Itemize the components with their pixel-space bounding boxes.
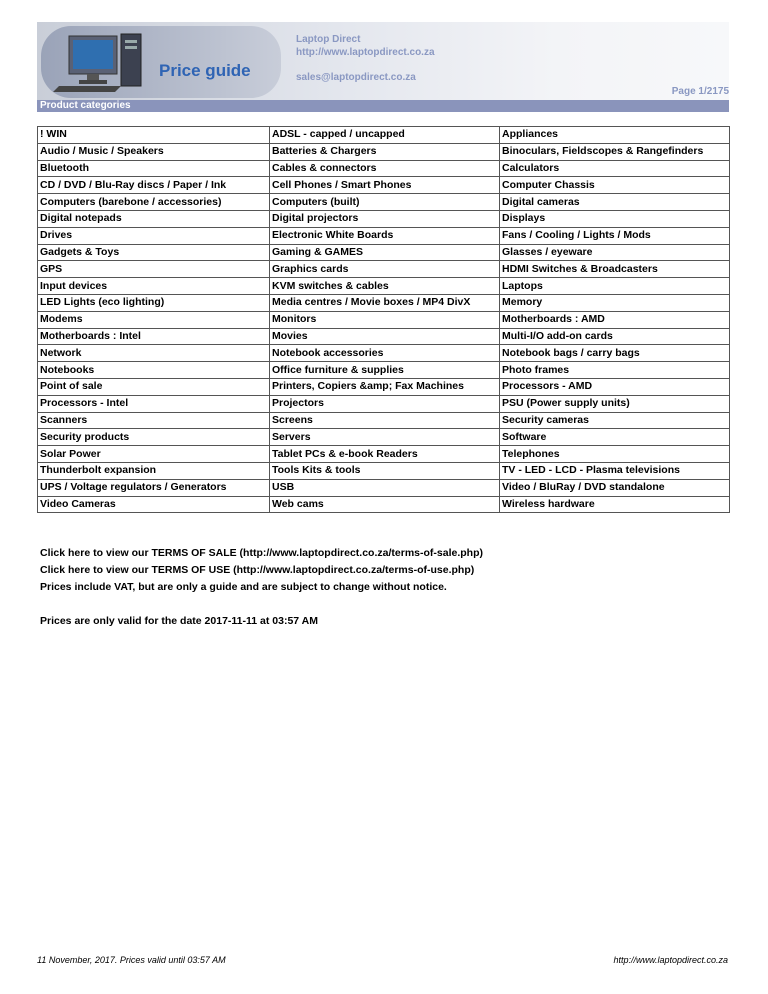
category-link[interactable]: Appliances: [500, 127, 730, 144]
table-row: [38, 378, 730, 395]
table-row: [38, 261, 730, 278]
category-link[interactable]: Notebook bags / carry bags: [500, 345, 730, 362]
category-link[interactable]: Movies: [270, 328, 500, 345]
table-row: [38, 311, 730, 328]
categories-title: Product categories: [37, 100, 729, 112]
category-link[interactable]: Input devices: [38, 278, 270, 295]
category-link[interactable]: Point of sale: [38, 378, 270, 395]
category-link[interactable]: Modems: [38, 311, 270, 328]
footer-url[interactable]: http://www.laptopdirect.co.za: [613, 955, 728, 965]
category-link[interactable]: Security cameras: [500, 412, 730, 429]
page-number: Page 1/2175: [671, 86, 729, 97]
category-link[interactable]: Media centres / Movie boxes / MP4 DivX: [270, 294, 500, 311]
category-link[interactable]: Office furniture & supplies: [270, 362, 500, 379]
category-link[interactable]: Digital notepads: [38, 210, 270, 227]
category-link[interactable]: UPS / Voltage regulators / Generators: [38, 479, 270, 496]
category-link[interactable]: Batteries & Chargers: [270, 143, 500, 160]
category-link[interactable]: Processors - Intel: [38, 395, 270, 412]
category-link[interactable]: Graphics cards: [270, 261, 500, 278]
category-link[interactable]: Monitors: [270, 311, 500, 328]
page-header: [37, 22, 729, 100]
category-link[interactable]: Scanners: [38, 412, 270, 429]
category-link[interactable]: HDMI Switches & Broadcasters: [500, 261, 730, 278]
price-guide-logo: [41, 26, 281, 98]
category-link[interactable]: Telephones: [500, 446, 730, 463]
table-row: [38, 345, 730, 362]
validity-note: Prices are only valid for the date 2017-11-11 at 03:57 AM: [40, 615, 318, 627]
category-link[interactable]: Solar Power: [38, 446, 270, 463]
category-link[interactable]: Memory: [500, 294, 730, 311]
table-row: [38, 462, 730, 479]
table-row: [38, 328, 730, 345]
notes: [40, 545, 483, 630]
category-link[interactable]: CD / DVD / Blu-Ray discs / Paper / Ink: [38, 177, 270, 194]
category-link[interactable]: Notebook accessories: [270, 345, 500, 362]
category-link[interactable]: Tools Kits & tools: [270, 462, 500, 479]
table-row: [38, 194, 730, 211]
category-link[interactable]: Displays: [500, 210, 730, 227]
category-link[interactable]: LED Lights (eco lighting): [38, 294, 270, 311]
category-link[interactable]: Calculators: [500, 160, 730, 177]
category-link[interactable]: Security products: [38, 429, 270, 446]
company-url[interactable]: http://www.laptopdirect.co.za: [296, 47, 435, 58]
table-row: [38, 127, 730, 144]
category-link[interactable]: Screens: [270, 412, 500, 429]
category-link[interactable]: Laptops: [500, 278, 730, 295]
category-link[interactable]: Computer Chassis: [500, 177, 730, 194]
category-link[interactable]: KVM switches & cables: [270, 278, 500, 295]
terms-of-use-link[interactable]: Click here to view our TERMS OF USE (http://www.laptopdirect.co.za/terms-of-use.php): [40, 564, 475, 576]
terms-of-sale-link[interactable]: Click here to view our TERMS OF SALE (http://www.laptopdirect.co.za/terms-of-sale.php): [40, 547, 483, 559]
category-link[interactable]: USB: [270, 479, 500, 496]
table-row: [38, 446, 730, 463]
categories-table: [37, 126, 730, 513]
category-link[interactable]: Notebooks: [38, 362, 270, 379]
category-link[interactable]: Multi-I/O add-on cards: [500, 328, 730, 345]
table-row: [38, 362, 730, 379]
company-name: Laptop Direct: [296, 34, 361, 45]
category-link[interactable]: Digital projectors: [270, 210, 500, 227]
category-link[interactable]: ADSL - capped / uncapped: [270, 127, 500, 144]
table-row: [38, 278, 730, 295]
category-link[interactable]: Motherboards : Intel: [38, 328, 270, 345]
category-link[interactable]: Drives: [38, 227, 270, 244]
category-link[interactable]: Thunderbolt expansion: [38, 462, 270, 479]
category-link[interactable]: Servers: [270, 429, 500, 446]
company-email[interactable]: sales@laptopdirect.co.za: [296, 72, 416, 83]
category-link[interactable]: GPS: [38, 261, 270, 278]
category-link[interactable]: Gadgets & Toys: [38, 244, 270, 261]
category-link[interactable]: Audio / Music / Speakers: [38, 143, 270, 160]
company-info: [296, 33, 435, 84]
category-link[interactable]: Video / BluRay / DVD standalone: [500, 479, 730, 496]
category-link[interactable]: Cables & connectors: [270, 160, 500, 177]
category-link[interactable]: Fans / Cooling / Lights / Mods: [500, 227, 730, 244]
svg-text:Price guide: Price guide: [159, 61, 251, 80]
category-link[interactable]: Bluetooth: [38, 160, 270, 177]
category-link[interactable]: Processors - AMD: [500, 378, 730, 395]
category-link[interactable]: Projectors: [270, 395, 500, 412]
category-link[interactable]: Photo frames: [500, 362, 730, 379]
category-link[interactable]: Tablet PCs & e-book Readers: [270, 446, 500, 463]
table-row: [38, 143, 730, 160]
category-link[interactable]: Wireless hardware: [500, 496, 730, 513]
table-row: [38, 227, 730, 244]
category-link[interactable]: Gaming & GAMES: [270, 244, 500, 261]
category-link[interactable]: Electronic White Boards: [270, 227, 500, 244]
footer-date: 11 November, 2017. Prices valid until 03:57 AM: [37, 955, 226, 965]
table-row: [38, 244, 730, 261]
table-row: [38, 479, 730, 496]
table-row: [38, 496, 730, 513]
category-link[interactable]: Network: [38, 345, 270, 362]
vat-note: Prices include VAT, but are only a guide and are subject to change without notice.: [40, 581, 447, 593]
category-link[interactable]: Web cams: [270, 496, 500, 513]
category-link[interactable]: Printers, Copiers &amp; Fax Machines: [270, 378, 500, 395]
category-link[interactable]: TV - LED - LCD - Plasma televisions: [500, 462, 730, 479]
category-link[interactable]: Computers (barebone / accessories): [38, 194, 270, 211]
category-link[interactable]: Computers (built): [270, 194, 500, 211]
table-row: [38, 177, 730, 194]
category-link[interactable]: Binoculars, Fieldscopes & Rangefinders: [500, 143, 730, 160]
category-link[interactable]: Cell Phones / Smart Phones: [270, 177, 500, 194]
table-row: [38, 160, 730, 177]
table-row: [38, 395, 730, 412]
table-row: [38, 210, 730, 227]
category-link[interactable]: Software: [500, 429, 730, 446]
table-row: [38, 412, 730, 429]
table-row: [38, 294, 730, 311]
category-link[interactable]: Digital cameras: [500, 194, 730, 211]
table-row: [38, 429, 730, 446]
category-link[interactable]: PSU (Power supply units): [500, 395, 730, 412]
category-link[interactable]: Glasses / eyeware: [500, 244, 730, 261]
category-link[interactable]: ! WIN: [38, 127, 270, 144]
category-link[interactable]: Video Cameras: [38, 496, 270, 513]
category-link[interactable]: Motherboards : AMD: [500, 311, 730, 328]
